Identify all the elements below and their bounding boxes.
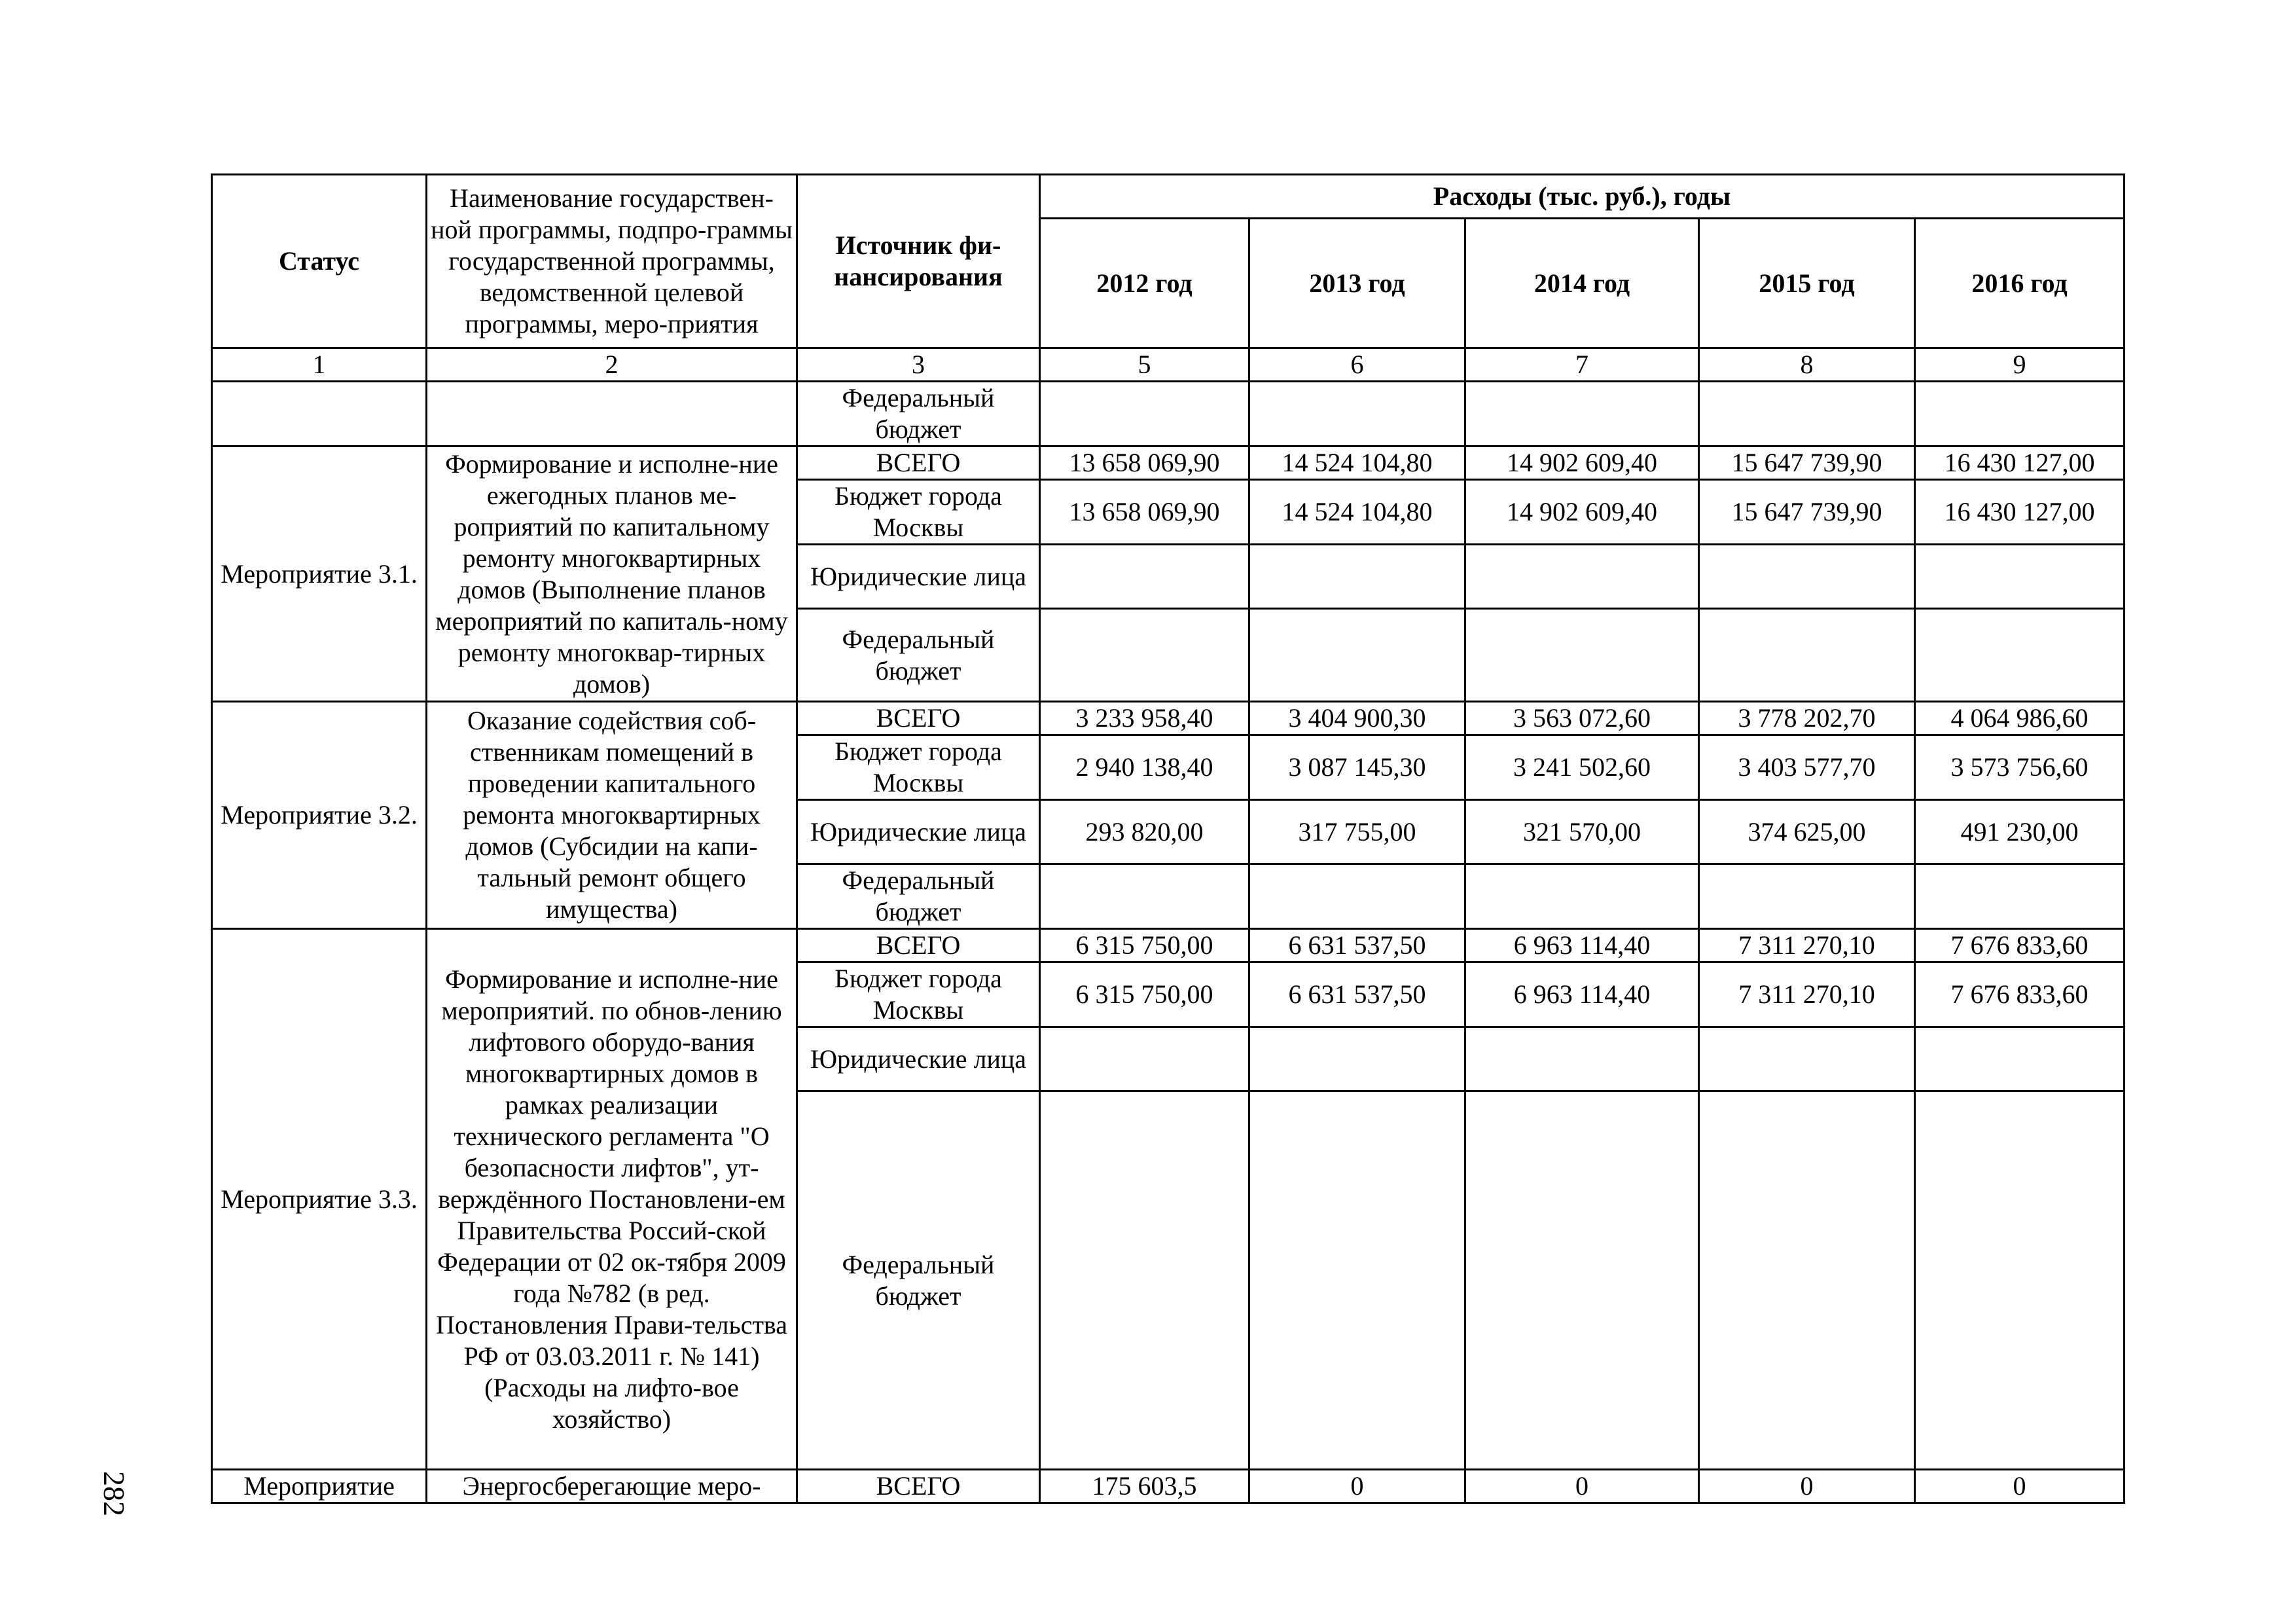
- value-cell: [1249, 1027, 1465, 1091]
- value-cell: 3 087 145,30: [1249, 735, 1465, 800]
- source-cell: Юридические лица: [797, 800, 1040, 864]
- status-cell: Мероприятие 3.3.: [212, 929, 427, 1470]
- value-cell: 14 524 104,80: [1249, 447, 1465, 480]
- value-cell: [1915, 864, 2125, 929]
- value-cell: 15 647 739,90: [1699, 480, 1915, 545]
- source-cell: ВСЕГО: [797, 447, 1040, 480]
- value-cell: 3 403 577,70: [1699, 735, 1915, 800]
- header-year: 2015 год: [1699, 219, 1915, 348]
- column-number: 5: [1040, 348, 1249, 382]
- value-cell: [1465, 1027, 1699, 1091]
- table-row: [212, 702, 2125, 735]
- value-cell: 0: [1699, 1470, 1915, 1503]
- value-cell: 7 311 270,10: [1699, 962, 1915, 1027]
- table-row: [212, 447, 2125, 480]
- header-expenses: Расходы (тыс. руб.), годы: [1040, 175, 2125, 219]
- value-cell: [1915, 545, 2125, 609]
- value-cell: [1699, 609, 1915, 702]
- source-cell: Бюджет города Москвы: [797, 962, 1040, 1027]
- value-cell: 175 603,5: [1040, 1470, 1249, 1503]
- value-cell: 16 430 127,00: [1915, 480, 2125, 545]
- source-cell: ВСЕГО: [797, 702, 1040, 735]
- value-cell: 6 631 537,50: [1249, 929, 1465, 962]
- value-cell: 13 658 069,90: [1040, 447, 1249, 480]
- status-cell: Мероприятие 3.1.: [212, 447, 427, 702]
- source-cell: Федеральный бюджет: [797, 1091, 1040, 1470]
- value-cell: 14 902 609,40: [1465, 447, 1699, 480]
- value-cell: 317 755,00: [1249, 800, 1465, 864]
- column-number: 3: [797, 348, 1040, 382]
- value-cell: 0: [1465, 1470, 1699, 1503]
- column-number-row: [212, 348, 2125, 382]
- value-cell: 6 963 114,40: [1465, 962, 1699, 1027]
- value-cell: 0: [1249, 1470, 1465, 1503]
- value-cell: 6 315 750,00: [1040, 962, 1249, 1027]
- name-cell: Оказание содействия соб-ственникам помещений в проведении капитального ремонта многоквартирных домов (Субсидии на капи-тальный ремонт общего имущества): [427, 702, 797, 929]
- value-cell: 6 963 114,40: [1465, 929, 1699, 962]
- value-cell: [1249, 864, 1465, 929]
- value-cell: 16 430 127,00: [1915, 447, 2125, 480]
- value-cell: 13 658 069,90: [1040, 480, 1249, 545]
- value-cell: [1040, 382, 1249, 447]
- source-cell: Бюджет города Москвы: [797, 735, 1040, 800]
- column-number: 7: [1465, 348, 1699, 382]
- value-cell: [1040, 1091, 1249, 1470]
- value-cell: [1699, 382, 1915, 447]
- value-cell: [1915, 1027, 2125, 1091]
- source-cell: Федеральный бюджет: [797, 382, 1040, 447]
- header-status: Статус: [212, 175, 427, 348]
- header-year: 2012 год: [1040, 219, 1249, 348]
- value-cell: [1915, 382, 2125, 447]
- value-cell: [1465, 545, 1699, 609]
- header-source: Источник фи-нансирования: [797, 175, 1040, 348]
- value-cell: [1699, 545, 1915, 609]
- value-cell: 6 315 750,00: [1040, 929, 1249, 962]
- source-cell: Федеральный бюджет: [797, 609, 1040, 702]
- header-year: 2013 год: [1249, 219, 1465, 348]
- value-cell: [1249, 609, 1465, 702]
- column-number: 2: [427, 348, 797, 382]
- value-cell: 7 311 270,10: [1699, 929, 1915, 962]
- value-cell: [1915, 609, 2125, 702]
- value-cell: 2 940 138,40: [1040, 735, 1249, 800]
- value-cell: 3 241 502,60: [1465, 735, 1699, 800]
- value-cell: [1249, 545, 1465, 609]
- column-number: 9: [1915, 348, 2125, 382]
- source-cell: Бюджет города Москвы: [797, 480, 1040, 545]
- value-cell: [1699, 1091, 1915, 1470]
- value-cell: 3 778 202,70: [1699, 702, 1915, 735]
- value-cell: [1249, 382, 1465, 447]
- status-cell: Мероприятие: [212, 1470, 427, 1503]
- name-cell: Формирование и исполне-ние мероприятий. по обнов-лению лифтового оборудо-вания многоквартирных домов в рамках реализации технического регламента "О безопасности лифтов", ут-верждённого Постановлени-ем Правительства Россий-ской Федерации от 02 ок-тября 2009 года №782 (в ред. Постановления Прави-тельства РФ от 03.03.2011 г. № 141) (Расходы на лифто-вое хозяйство): [427, 929, 797, 1470]
- source-cell: Федеральный бюджет: [797, 864, 1040, 929]
- value-cell: [1699, 1027, 1915, 1091]
- expenses-table: [211, 173, 2125, 1504]
- source-cell: Юридические лица: [797, 545, 1040, 609]
- value-cell: [1915, 1091, 2125, 1470]
- column-number: 8: [1699, 348, 1915, 382]
- value-cell: 374 625,00: [1699, 800, 1915, 864]
- name-cell: Энергосберегающие меро-: [427, 1470, 797, 1503]
- status-cell: Мероприятие 3.2.: [212, 702, 427, 929]
- value-cell: 3 404 900,30: [1249, 702, 1465, 735]
- value-cell: 321 570,00: [1465, 800, 1699, 864]
- value-cell: [1040, 609, 1249, 702]
- source-cell: Юридические лица: [797, 1027, 1040, 1091]
- value-cell: [1465, 1091, 1699, 1470]
- value-cell: [1465, 864, 1699, 929]
- value-cell: 6 631 537,50: [1249, 962, 1465, 1027]
- value-cell: 4 064 986,60: [1915, 702, 2125, 735]
- column-number: 6: [1249, 348, 1465, 382]
- value-cell: 293 820,00: [1040, 800, 1249, 864]
- header-year: 2014 год: [1465, 219, 1699, 348]
- value-cell: [1699, 864, 1915, 929]
- value-cell: 7 676 833,60: [1915, 962, 2125, 1027]
- value-cell: [1040, 1027, 1249, 1091]
- source-cell: ВСЕГО: [797, 929, 1040, 962]
- source-cell: ВСЕГО: [797, 1470, 1040, 1503]
- value-cell: 0: [1915, 1470, 2125, 1503]
- table-row: [212, 382, 2125, 447]
- value-cell: 3 573 756,60: [1915, 735, 2125, 800]
- value-cell: [1040, 545, 1249, 609]
- name-cell: [427, 382, 797, 447]
- page-number: 282: [98, 1471, 131, 1516]
- status-cell: [212, 382, 427, 447]
- value-cell: 14 902 609,40: [1465, 480, 1699, 545]
- value-cell: [1249, 1091, 1465, 1470]
- value-cell: 15 647 739,90: [1699, 447, 1915, 480]
- column-number: 1: [212, 348, 427, 382]
- value-cell: [1465, 382, 1699, 447]
- value-cell: 491 230,00: [1915, 800, 2125, 864]
- value-cell: 14 524 104,80: [1249, 480, 1465, 545]
- value-cell: [1040, 864, 1249, 929]
- value-cell: [1465, 609, 1699, 702]
- header-name: Наименование государствен-ной программы, подпро-граммы государственной программы, ведомственной целевой программы, меро-приятия: [427, 175, 797, 348]
- name-cell: Формирование и исполне-ние ежегодных планов ме-роприятий по капитальному ремонту многоквартирных домов (Выполнение планов мероприятий по капиталь-ному ремонту многоквар-тирных домов): [427, 447, 797, 702]
- value-cell: 3 233 958,40: [1040, 702, 1249, 735]
- value-cell: 7 676 833,60: [1915, 929, 2125, 962]
- value-cell: 3 563 072,60: [1465, 702, 1699, 735]
- header-year: 2016 год: [1915, 219, 2125, 348]
- table-row: [212, 1470, 2125, 1503]
- table-row: [212, 929, 2125, 962]
